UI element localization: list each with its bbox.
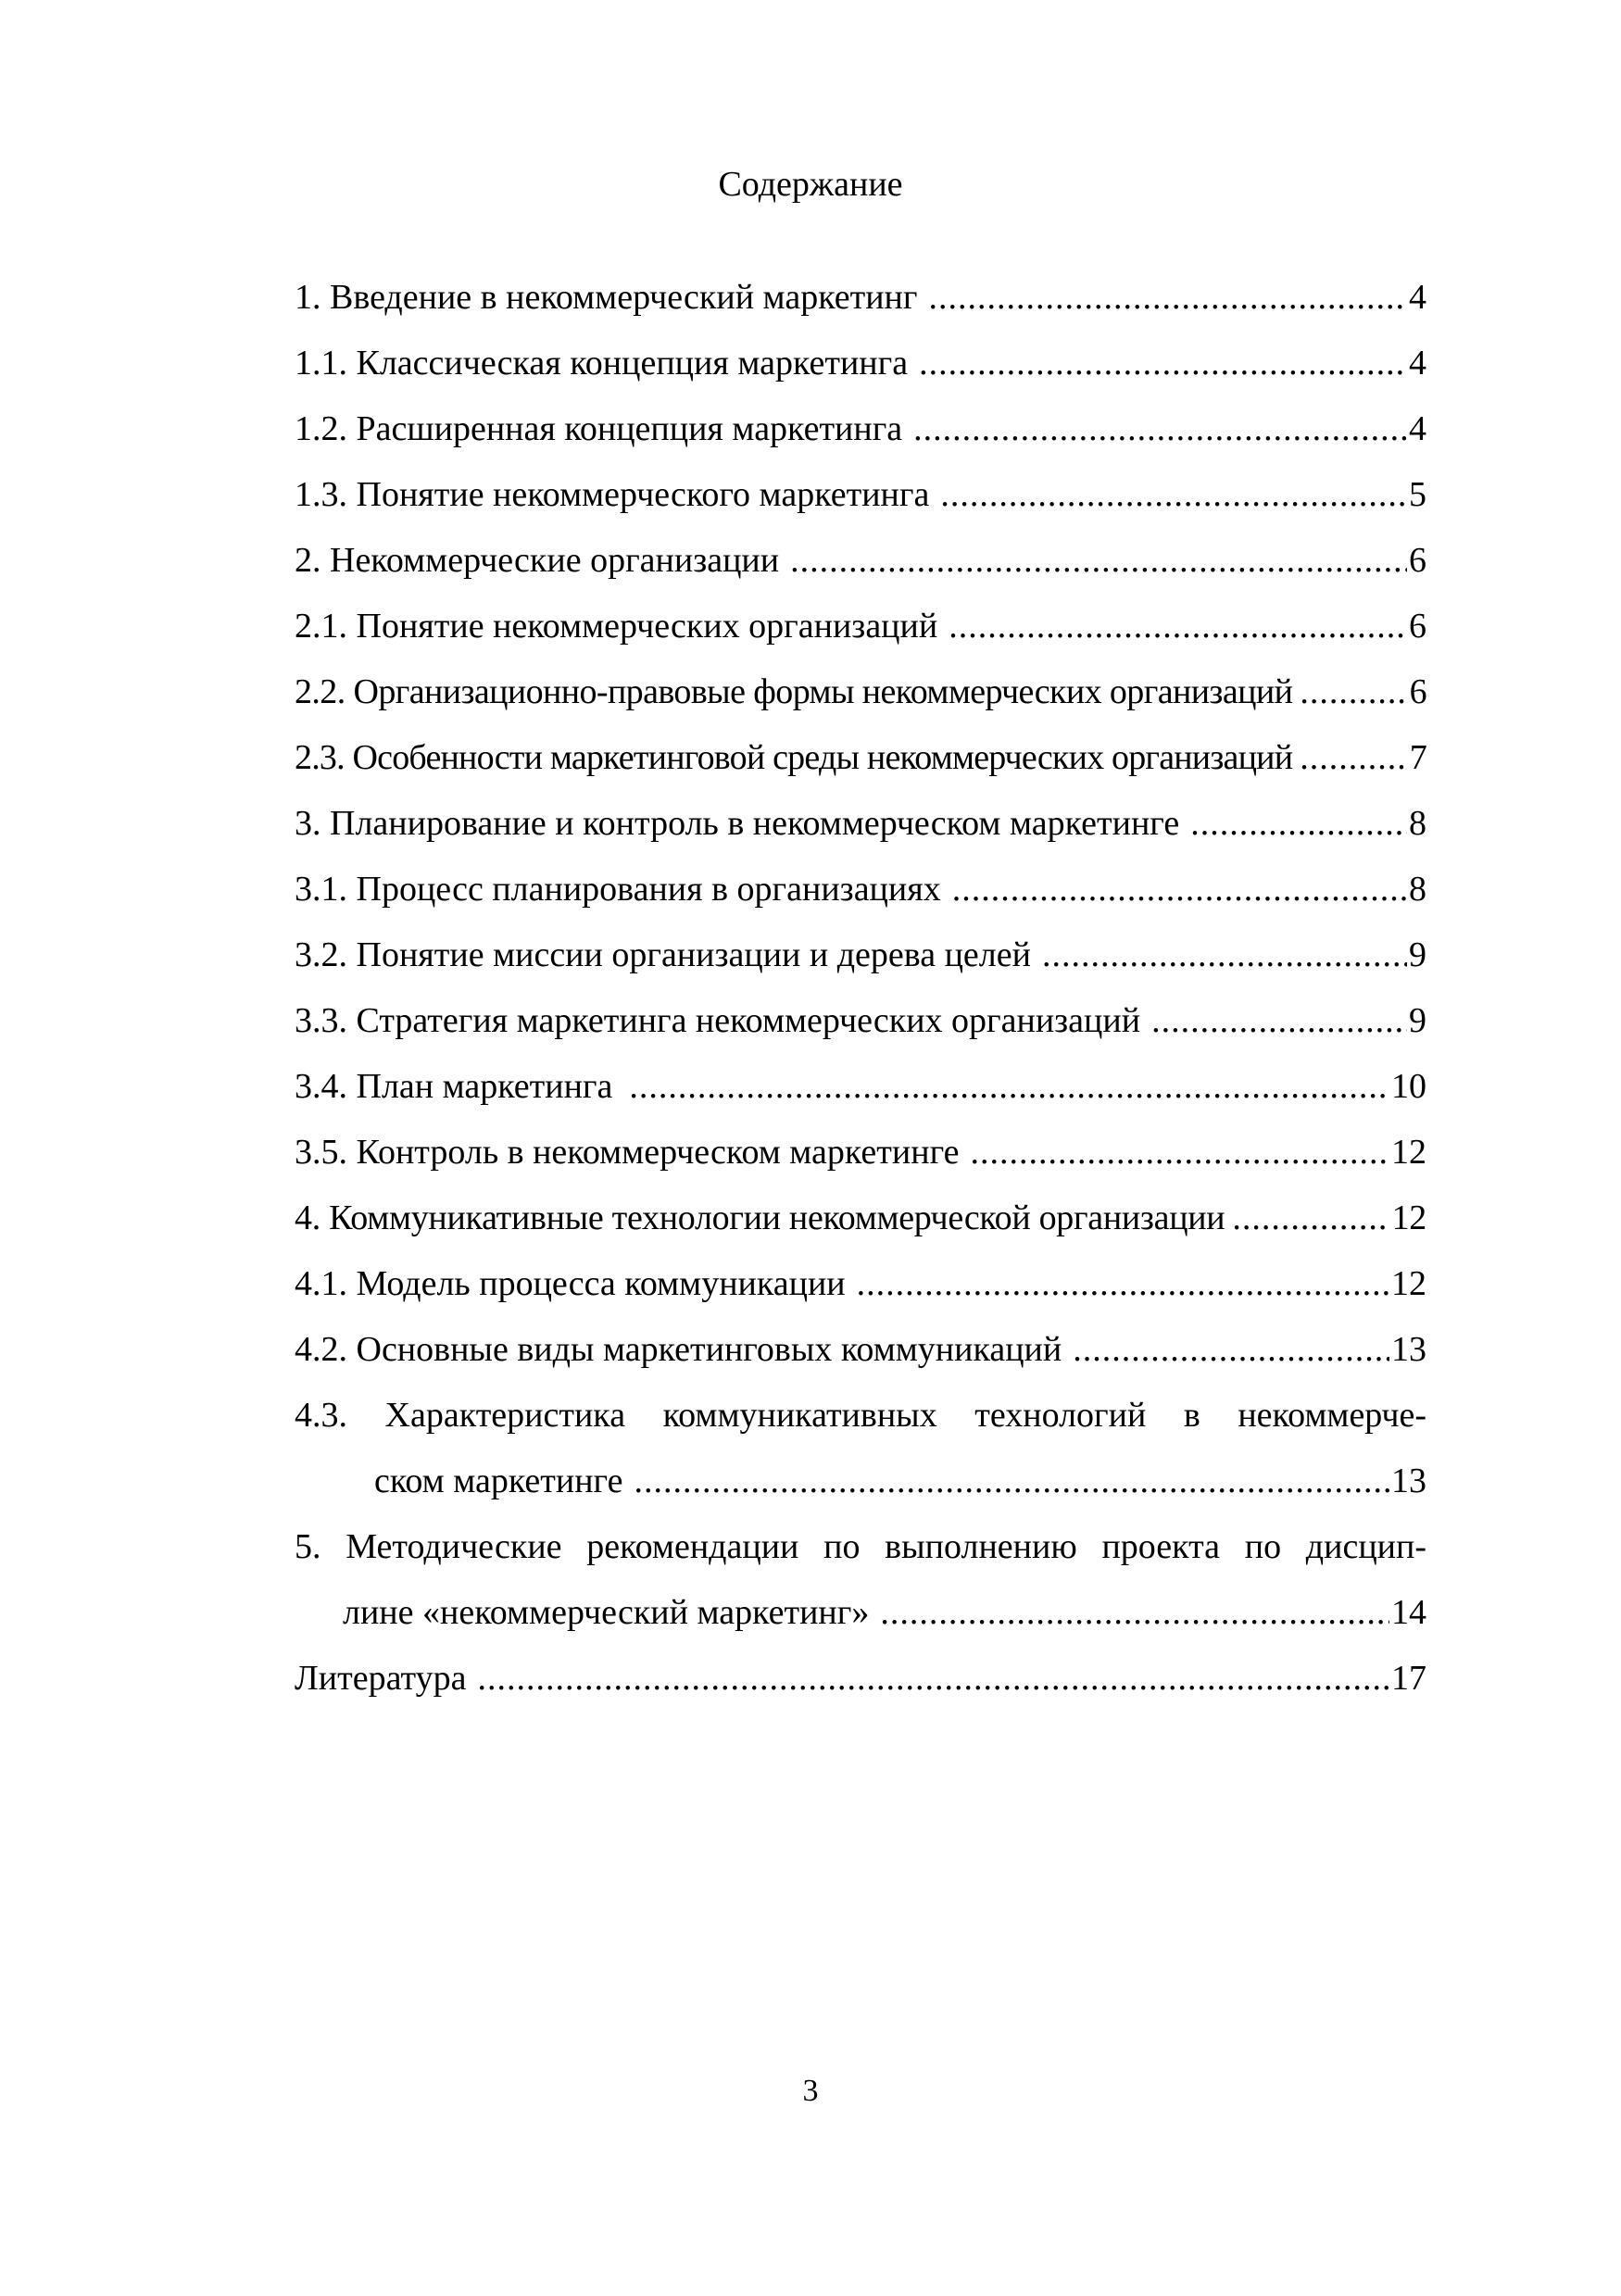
dot-leader — [1042, 932, 1407, 978]
dot-leader — [1232, 1195, 1389, 1241]
toc-entry-text: ском маркетинге — [374, 1462, 623, 1500]
toc-entry-page: 13 — [1391, 1462, 1426, 1500]
toc-entry-line1[interactable] — [295, 1392, 1426, 1438]
dot-leader — [1073, 1326, 1389, 1373]
toc-entry-text: 3.4. План маркетинга — [295, 1067, 613, 1106]
toc-entry-page: 17 — [1391, 1659, 1426, 1698]
toc-entry-page: 13 — [1391, 1330, 1426, 1369]
toc-entry-page: 4 — [1409, 344, 1426, 383]
toc-entry-text: 2.1. Понятие некоммерческих организаций — [295, 607, 938, 646]
dot-leader — [1190, 800, 1407, 847]
toc-entry-line2[interactable] — [374, 1458, 1426, 1504]
dot-leader — [971, 1129, 1389, 1175]
dot-leader — [1151, 997, 1407, 1044]
toc-entry[interactable] — [295, 932, 1426, 978]
toc-entry-text: 4. Коммуникативные технологии некоммерческой организации — [295, 1198, 1225, 1237]
toc-entry-text: 3. Планирование и контроль в некоммерческом маркетинге — [295, 804, 1180, 843]
toc-entry[interactable] — [295, 603, 1426, 649]
toc-entry-text: 2.2. Организационно-правовые формы некоммерческих организаций — [295, 672, 1293, 711]
toc-entry[interactable] — [295, 866, 1426, 912]
page-title: Содержание — [718, 165, 903, 204]
toc-entry-page: 9 — [1409, 1001, 1426, 1040]
toc-entry[interactable] — [295, 537, 1426, 583]
dot-leader — [1300, 669, 1407, 715]
toc-entry-page: 12 — [1391, 1264, 1426, 1303]
dot-leader — [629, 1063, 1389, 1110]
toc-entry-text: 1.1. Классическая концепция маркетинга — [295, 344, 909, 383]
toc-entry-page: 7 — [1409, 738, 1426, 777]
dot-leader — [477, 1655, 1389, 1701]
toc-entry[interactable] — [295, 274, 1426, 320]
toc-entry[interactable] — [295, 1063, 1426, 1110]
toc-entry-text: 1.3. Понятие некоммерческого маркетинга — [295, 475, 930, 514]
toc-entry-text: 3.5. Контроль в некоммерческом маркетинге — [295, 1133, 960, 1172]
toc-entry-page: 10 — [1391, 1067, 1426, 1106]
dot-leader — [952, 866, 1407, 912]
toc-entry-page: 12 — [1391, 1198, 1426, 1237]
page-number: 3 — [802, 2074, 819, 2108]
toc-entry[interactable] — [295, 1261, 1426, 1307]
toc-entry[interactable] — [295, 471, 1426, 518]
toc-entry[interactable] — [295, 1326, 1426, 1373]
toc-entry[interactable] — [295, 800, 1426, 847]
toc-entry[interactable] — [295, 734, 1426, 781]
dot-leader — [940, 471, 1407, 518]
toc-entry-page: 8 — [1409, 870, 1426, 909]
toc-entry-page: 4 — [1409, 278, 1426, 317]
dot-leader — [635, 1458, 1390, 1504]
toc-entry-text: 4.3. Характеристика коммуникативных технологий в некоммерче- — [295, 1396, 1426, 1435]
toc-entry-text: 3.1. Процесс планирования в организациях — [295, 870, 941, 909]
toc-entry-text: 4.2. Основные виды маркетинговых коммуникаций — [295, 1330, 1062, 1369]
toc-entry-page: 6 — [1409, 672, 1426, 711]
toc-entry-text: 4.1. Модель процесса коммуникации — [295, 1264, 846, 1303]
toc-entry[interactable] — [295, 1655, 1426, 1701]
dot-leader — [949, 603, 1407, 649]
toc-entry-page: 8 — [1409, 804, 1426, 843]
dot-leader — [1300, 734, 1408, 781]
toc-entry[interactable] — [295, 406, 1426, 452]
dot-leader — [790, 537, 1407, 583]
dot-leader — [880, 1589, 1389, 1636]
toc-entry-text: 5. Методические рекомендации по выполнению проекта по дисцип- — [295, 1527, 1426, 1566]
toc-entry-page: 12 — [1391, 1133, 1426, 1172]
toc-entry-page: 14 — [1391, 1593, 1426, 1632]
toc-entry[interactable] — [295, 997, 1426, 1044]
toc-entry[interactable] — [295, 1195, 1426, 1241]
toc-entry-page: 9 — [1409, 935, 1426, 974]
toc-entry-text: 1.2. Расширенная концепция маркетинга — [295, 409, 903, 448]
toc-entry[interactable] — [295, 1129, 1426, 1175]
toc-entry-text: лине «некоммерческий маркетинг» — [343, 1593, 870, 1632]
toc-entry-line2[interactable] — [343, 1589, 1426, 1636]
toc-entry-text: Литература — [295, 1659, 467, 1698]
toc-entry-text: 2.3. Особенности маркетинговой среды некоммерческих организаций — [295, 738, 1293, 777]
toc-entry-text: 1. Введение в некоммерческий маркетинг — [295, 278, 918, 317]
toc-entry-text: 3.3. Стратегия маркетинга некоммерческих организаций — [295, 1001, 1141, 1040]
dot-leader — [919, 340, 1407, 386]
toc-entry-page: 6 — [1409, 607, 1426, 646]
toc-entry-text: 2. Некоммерческие организации — [295, 541, 780, 580]
toc-entry-text: 3.2. Понятие миссии организации и дерева целей — [295, 935, 1031, 974]
toc-entry-page: 4 — [1409, 409, 1426, 448]
dot-leader — [857, 1261, 1389, 1307]
toc-entry-page: 6 — [1409, 541, 1426, 580]
toc-entry-line1[interactable] — [295, 1524, 1426, 1570]
toc-entry[interactable] — [295, 669, 1426, 715]
toc-entry[interactable] — [295, 340, 1426, 386]
dot-leader — [928, 274, 1407, 320]
toc-entry-page: 5 — [1409, 475, 1426, 514]
dot-leader — [913, 406, 1407, 452]
